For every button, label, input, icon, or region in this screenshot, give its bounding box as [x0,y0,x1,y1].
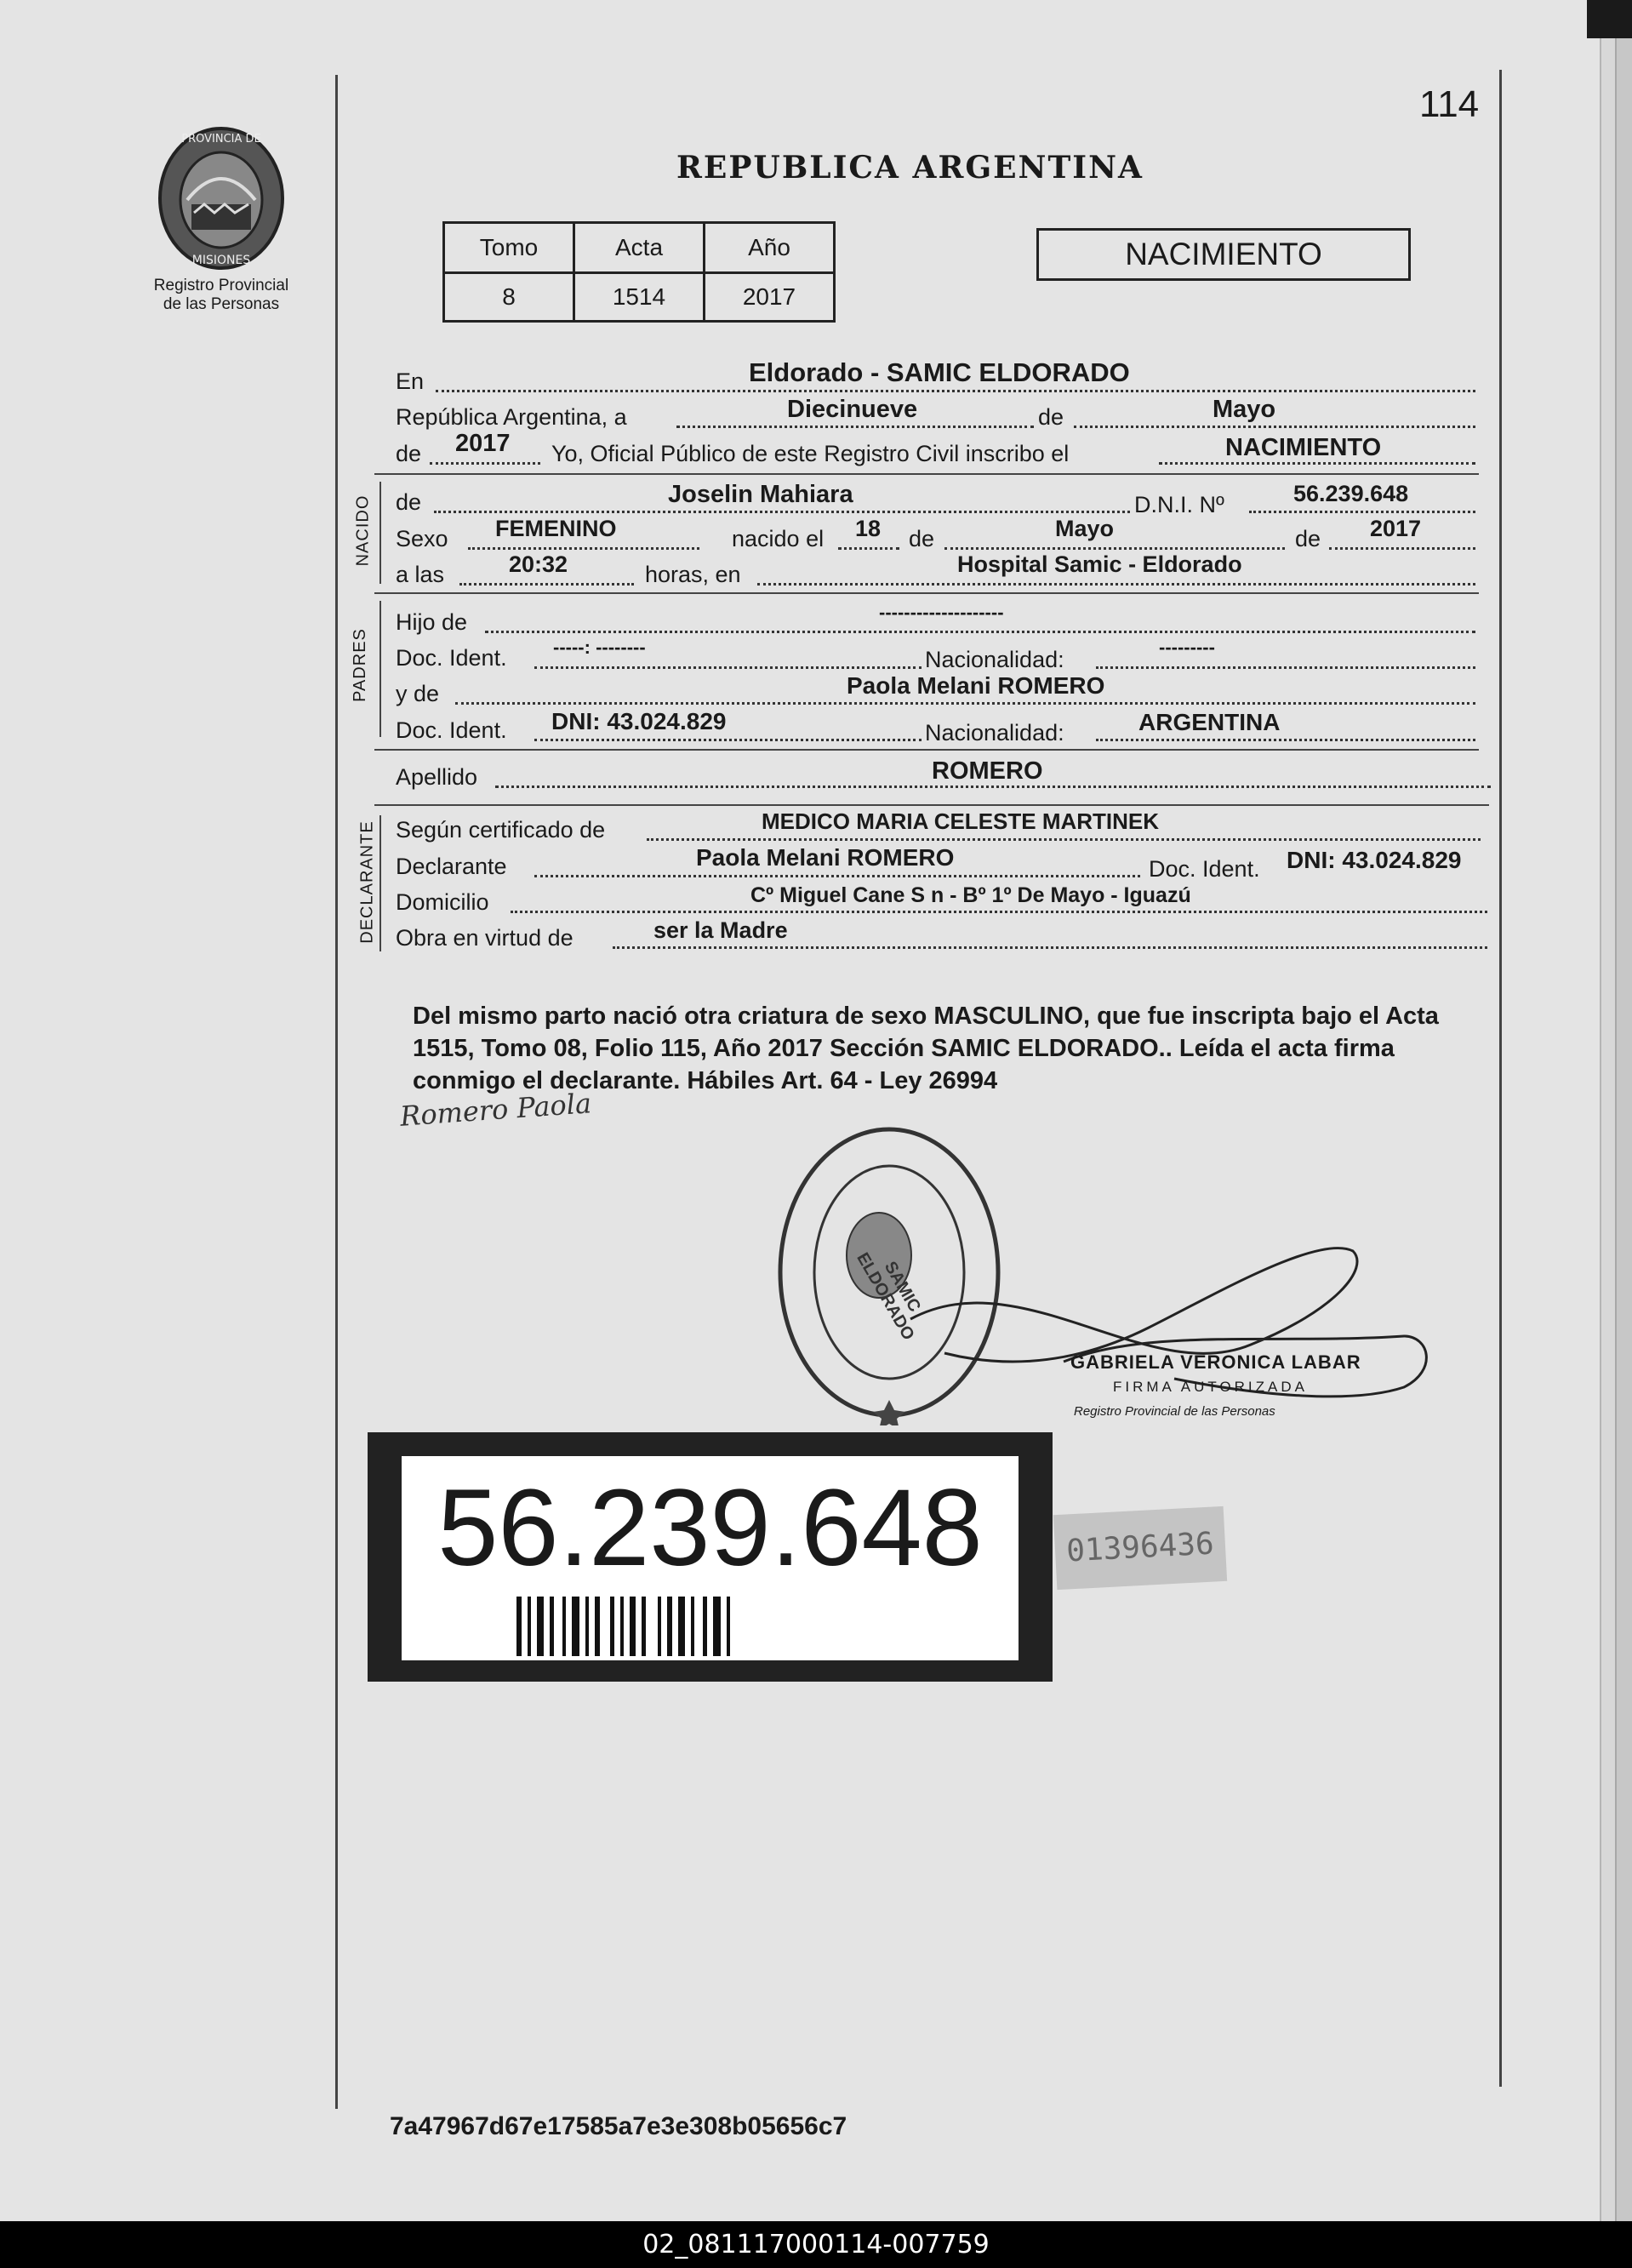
dni-barcode-label [368,1432,1053,1682]
sexo-dotline [468,547,699,550]
mother-doc-label: Doc. Ident. [396,717,507,743]
birth-de-label: de [909,526,935,551]
born-label: nacido el [732,526,825,551]
time-label: a las [396,562,445,587]
left-margin-rule [335,75,338,2109]
father-doc-label: Doc. Ident. [396,645,507,671]
mother-name: Paola Melani ROMERO [847,672,1105,699]
acta-value: 1514 [574,273,705,322]
svg-text:MISIONES: MISIONES [191,254,251,267]
birth-day: 18 [855,516,882,541]
barcode-number: 56.239.648 [437,1467,983,1589]
separator [374,749,1479,751]
declarant-name: Paola Melani ROMERO [696,844,955,871]
registry-caption-line2: de las Personas [163,295,280,313]
father-dotline [485,631,1475,633]
right-margin-rule [1499,70,1502,2087]
scan-corner [1587,0,1632,38]
anio-value: 2017 [705,273,835,322]
surname-label: Apellido [396,764,478,790]
place-value: Eldorado - SAMIC ELDORADO [749,357,1130,387]
cert-dotline [647,838,1481,841]
barcode-bar [703,1597,707,1656]
acta-header: Acta [574,223,705,273]
birth-day-dotline [838,547,899,550]
mother-label: y de [396,681,440,706]
barcode-bar [713,1597,721,1656]
document-hash: 7a47967d67e17585a7e3e308b05656c7 [390,2112,847,2140]
official-text: Yo, Oficial Público de este Registro Civil inscribo el [551,441,1070,466]
barcode-bar [595,1597,600,1656]
mother-nat-label: Nacionalidad: [925,720,1064,746]
surname-value: ROMERO [932,757,1043,785]
barcode-bar [528,1597,531,1656]
barcode-bar [642,1597,646,1656]
date-month: Mayo [1213,396,1276,423]
father-nat-label: Nacionalidad: [925,647,1064,672]
month-dotline [1074,426,1475,428]
time-dotline [459,583,634,586]
father-doc: -----: -------- [553,637,646,658]
birth-month-dotline [944,547,1285,550]
declarant-address: Cº Miguel Cane S n - Bº 1º De Mayo - Iguazú [750,883,1191,907]
father-doc-dotline [534,666,922,669]
birth-month: Mayo [1055,516,1115,541]
declarante-bracket [379,815,381,951]
separator [374,804,1489,806]
barcode-bar [562,1597,566,1656]
child-name-dotline [434,511,1130,513]
registry-caption [132,277,311,314]
paper-edge-back [1615,0,1632,2221]
mother-nationality: ARGENTINA [1138,709,1281,735]
nacido-section-label: NACIDO [353,494,373,567]
barcode-bar [727,1597,730,1656]
dni-label: D.N.I. Nº [1134,492,1224,517]
dni-dotline [1249,511,1475,513]
reference-table [442,221,836,323]
birth-place-dotline [757,583,1475,586]
place-label: En [396,368,425,394]
year-de-label: de [396,441,422,466]
declarant-dotline [534,875,1140,877]
year-dotline [430,462,540,465]
country-title: REPUBLICA ARGENTINA [676,150,1144,186]
mother-nat-dotline [1096,739,1475,741]
act-value: NACIMIENTO [1225,434,1382,461]
birth-year: 2017 [1370,516,1422,541]
act-dotline [1159,462,1475,465]
declarante-section-label: DECLARANTE [357,820,377,944]
child-dni: 56.239.648 [1293,481,1409,506]
barcode-bar [585,1597,589,1656]
declarant-label: Declarante [396,854,507,879]
separator [374,592,1479,594]
child-sex: FEMENINO [495,516,617,541]
barcode-bar [630,1597,636,1656]
declarant-reason: ser la Madre [653,917,788,943]
barcode-bars [516,1597,908,1656]
signatory-role: FIRMA AUTORIZADA [1113,1379,1308,1395]
barcode-white-area [402,1456,1019,1660]
reason-label: Obra en virtud de [396,925,573,951]
child-name: Joselin Mahiara [668,481,853,508]
barcode-bar [658,1597,661,1656]
closing-paragraph: Del mismo parto nació otra criatura de sexo MASCULINO, que fue inscripta bajo el Acta 1515, Tomo 08, Folio 115, Año 2017 Sección SAMIC ELDORADO.. Leída el acta firma conmigo el declarante. Hábiles Art. 64 - Ley 26994 [413,1003,1439,1094]
barcode-bar [620,1597,624,1656]
declarant-doc-label: Doc. Ident. [1149,856,1260,882]
child-de-label: de [396,489,422,515]
scan-footer-id: 02_081117000114-007759 [0,2221,1632,2268]
signatory-name: GABRIELA VERONICA LABAR [1070,1351,1361,1373]
svg-text:PROVINCIA DE: PROVINCIA DE [181,133,261,146]
paper-edge [1600,0,1617,2221]
birth-time: 20:32 [509,551,568,577]
handwritten-signature: Romero Paola [398,1087,593,1133]
day-dotline [676,426,1034,428]
serial-sticker: 01396436 [1053,1506,1227,1590]
address-label: Domicilio [396,889,489,915]
reason-dotline [613,946,1487,949]
registry-caption-line1: Registro Provincial [153,277,289,294]
declarant-doc: DNI: 43.024.829 [1287,847,1462,873]
padres-bracket [379,601,381,737]
provincial-seal-logo [153,123,289,272]
barcode-bar [678,1597,685,1656]
barcode-bar [610,1597,614,1656]
mother-doc-dotline [534,739,922,741]
nacido-bracket [379,482,381,584]
mother-doc: DNI: 43.024.829 [551,708,727,734]
father-name: -------------------- [879,602,1004,623]
page-number: 114 [1419,83,1480,125]
barcode-bar [572,1597,579,1656]
signatory-org: Registro Provincial de las Personas [1074,1404,1275,1419]
sexo-label: Sexo [396,526,448,551]
hours-label: horas, en [645,562,741,587]
barcode-bar [516,1597,522,1656]
mother-dotline [455,702,1475,705]
record-year: 2017 [455,430,511,457]
barcode-bar [550,1597,554,1656]
stamp-inner-text: SAMIC ELDORADO [853,1249,925,1344]
barcode-bar [667,1597,672,1656]
father-nat-dotline [1096,666,1475,669]
date-day: Diecinueve [787,396,918,423]
hijo-label: Hijo de [396,609,468,635]
anio-header: Año [705,223,835,273]
barcode-bar [537,1597,544,1656]
birth-place: Hospital Samic - Eldorado [957,551,1242,577]
birth-de2-label: de [1295,526,1321,551]
certificate-value: MEDICO MARIA CELESTE MARTINEK [762,808,1160,834]
place-dotline [436,390,1475,392]
date-label: República Argentina, a [396,404,627,430]
date-de-label: de [1038,404,1064,430]
tomo-value: 8 [444,273,574,322]
padres-section-label: PADRES [350,628,369,702]
cert-label: Según certificado de [396,817,606,843]
address-dotline [511,911,1487,913]
stamp-outer-text [790,1106,994,1107]
barcode-bar [691,1597,694,1656]
tomo-header: Tomo [444,223,574,273]
father-nationality: --------- [1159,637,1215,658]
separator [374,473,1479,475]
birth-year-dotline [1329,547,1475,550]
surname-dotline [495,786,1491,788]
record-type-box: NACIMIENTO [1036,228,1411,281]
